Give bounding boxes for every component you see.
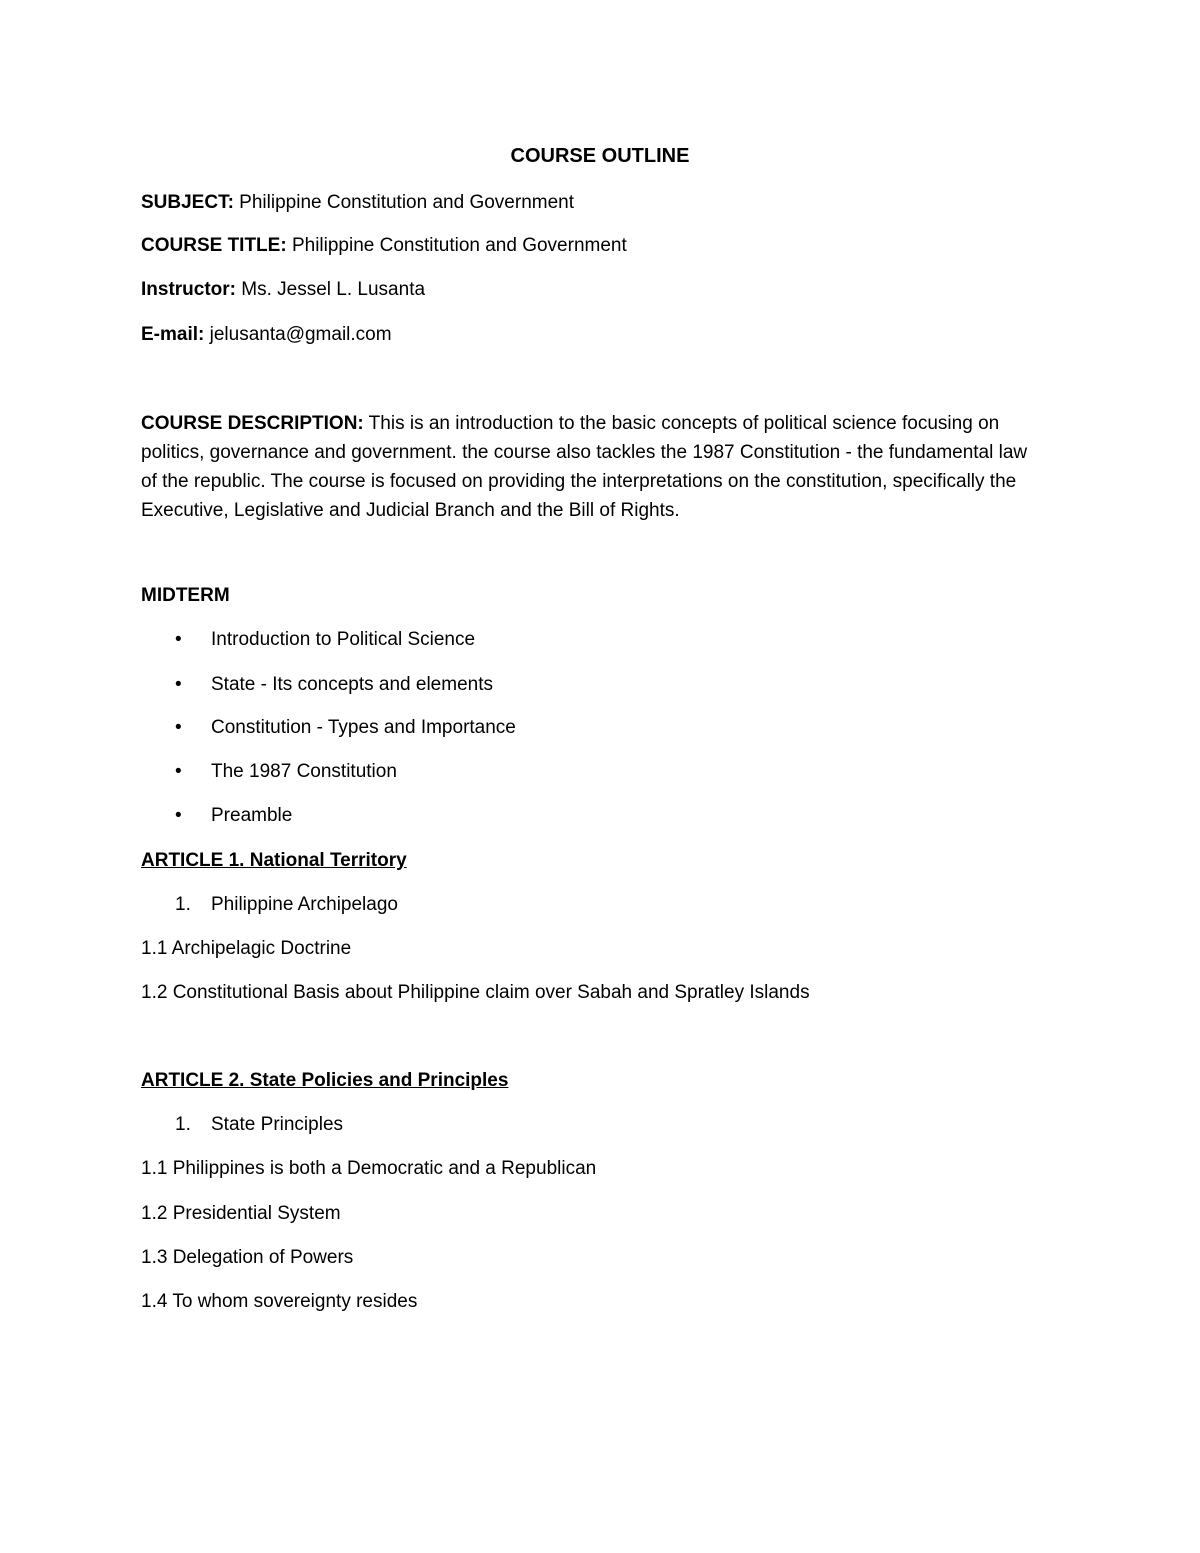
subject-label: SUBJECT: — [141, 192, 234, 213]
article2-subitem: 1.1 Philippines is both a Democratic and a Republican — [141, 1158, 597, 1179]
article1-heading: ARTICLE 1. National Territory — [141, 850, 407, 871]
course-title-label: COURSE TITLE: — [141, 235, 287, 256]
article2-subitem: 1.2 Presidential System — [141, 1203, 341, 1224]
article1-subitem: 1.2 Constitutional Basis about Philippine claim over Sabah and Spratley Islands — [141, 982, 810, 1003]
article1-numbered-item: Philippine Archipelago — [211, 894, 398, 915]
email-label: E-mail: — [141, 324, 205, 345]
instructor-label: Instructor: — [141, 279, 236, 300]
midterm-item: Preamble — [211, 805, 293, 826]
midterm-item: Introduction to Political Science — [211, 629, 476, 650]
article1-numbered-marker: 1. — [175, 894, 191, 915]
article2-subitem: 1.3 Delegation of Powers — [141, 1247, 354, 1268]
bullet-icon: • — [175, 629, 182, 650]
bullet-icon: • — [175, 805, 182, 826]
article2-heading: ARTICLE 2. State Policies and Principles — [141, 1070, 509, 1091]
midterm-item: Constitution - Types and Importance — [211, 717, 516, 738]
instructor-line — [141, 278, 425, 302]
midterm-heading: MIDTERM — [141, 585, 230, 606]
course-title-value: Philippine Constitution and Government — [286, 235, 627, 256]
course-description-text: This is an introduction to the basic concepts of political science focusing on politics, governance and government. the course also tackles the 1987 Constitution - the fundamental law of the republic. The course is focused on providing the interpretations on the constitution, specifically the Executive, Legislative and Judicial Branch and the Bill of Rights. — [141, 413, 1028, 521]
course-description-label: COURSE DESCRIPTION: — [141, 413, 364, 434]
article2-numbered-item: State Principles — [211, 1114, 344, 1135]
email-line — [141, 323, 392, 347]
midterm-item: The 1987 Constitution — [211, 761, 397, 782]
email-value: jelusanta@gmail.com — [204, 324, 392, 345]
article2-subitem: 1.4 To whom sovereignty resides — [141, 1291, 418, 1312]
instructor-value: Ms. Jessel L. Lusanta — [236, 279, 426, 300]
article2-numbered-marker: 1. — [175, 1114, 191, 1135]
document-title: COURSE OUTLINE — [510, 145, 690, 167]
bullet-icon: • — [175, 717, 182, 738]
article1-subitem: 1.1 Archipelagic Doctrine — [141, 938, 352, 959]
course-title-line — [141, 234, 627, 258]
bullet-icon: • — [175, 674, 182, 695]
subject-line — [141, 191, 574, 215]
subject-value: Philippine Constitution and Government — [233, 192, 574, 213]
course-description — [141, 409, 1041, 525]
bullet-icon: • — [175, 761, 182, 782]
midterm-item: State - Its concepts and elements — [211, 674, 493, 695]
